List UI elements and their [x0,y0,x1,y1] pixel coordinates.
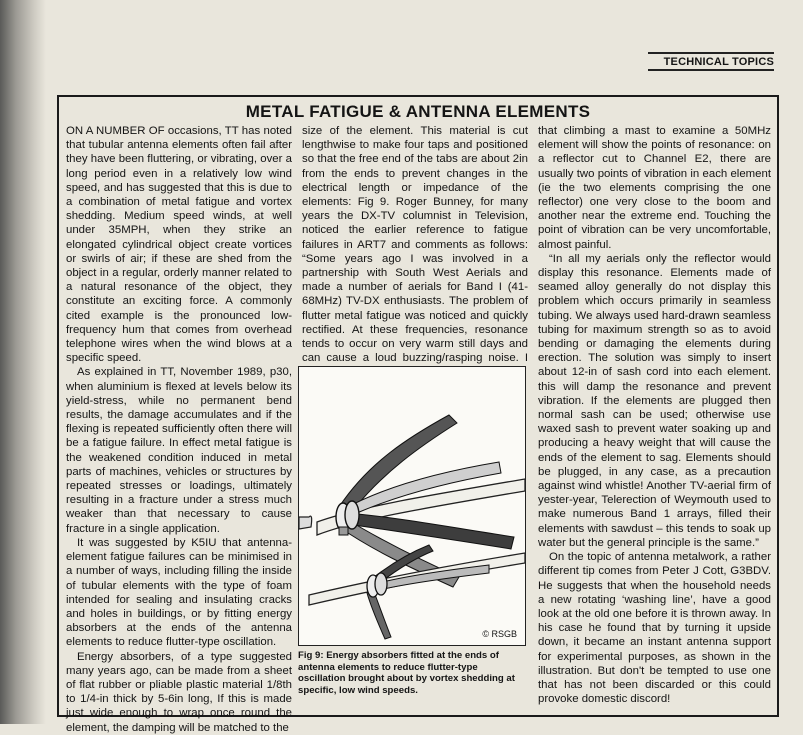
paragraph: ON A NUMBER OF occasions, TT has noted that tubular antenna elements often fail after they have been fluttering, or vibrating, over a long period even in a relatively low wind speed, and has suggested that this is due to a combination of metal fatigue and vortex shedding. Medium speed winds, at well under 35MPH, when they strike an elongated cylindrical object create vortices or swirls of air; if these are shed from the object in a regular, orderly manner related to a natural resonance of the object, they constitute an exciting force. A commonly cited example is the pronounced low-frequency hum that comes from overhead telephone wires when the wind blows at a specific speed. [66,125,292,365]
paragraph: On the topic of antenna metalwork, a rather different tip comes from Peter J Cott, G3BDV. He suggests that when the household needs a new rotating ‘washing line’, have a good look at the old one before it is thrown away. In his case he found that by turning it upside down, it became an instant antenna support for experimental purposes, as shown in the illustration. But don't be tempted to use one that has not been discarded or this could provoke domestic discord! [538,551,771,706]
page-spine-shadow [0,0,46,724]
paragraph: It was suggested by K5IU that antenna-element fatigue failures can be minimised in a number of ways, including filling the inside of tubular elements with the type of foam intended for sealing and insulating cracks and holes in buildings, or by fitting energy absorbers at the ends of the antenna elements to reduce flutter-type oscillation. [66,536,292,649]
paragraph: As explained in TT, November 1989, p30, when aluminium is flexed at levels below its yield-stress, while no permanent bend results, the damage accumulates and if the flexing is repeated sufficiently often there will be a fatigue failure. In effect metal fatigue is the weakened condition induced in metal parts of machines, vehicles or structures by repeated stresses or loadings, ultimately resulting in a fracture under a stress much weaker than that necessary to cause fracture in a single application. [66,366,292,535]
energy-absorber-drawing [299,367,525,645]
paragraph: size of the element. This material is cut lengthwise to make four taps and positioned so that the free end of the tabs are about 2in from the ends to prevent changes in the electrical length or impedance of the elements: Fig 9. Roger Bunney, for many years the DX-TV columnist in Television, noticed the earlier reference to fatigue failures in ART7 and comments as follows: “Some years ago I was involved in a partnership with South West Aerials and made a number of aerials for Band I (41-68MHz) TV-DX enthusiasts. The problem of flutter metal fatigue was noticed and quickly rectified. At these frequencies, resonance tends to occur on very warm still days and can cause a loud buzzing/rasping noise. I [302,125,528,365]
paragraph: Energy absorbers, of a type suggested many years ago, can be made from a sheet of flat rubber or pliable plastic material 1/8th to 1/4-in thick by 5-6in long, If this is made just wide enough to wrap once round the element, the damping will be matched to the [66,650,292,734]
figure-caption: Fig 9: Energy absorbers fitted at the ends of antenna elements to reduce flutter-type oscillation brought about by vortex shedding at specific, low wind speeds. [298,650,515,696]
column-3 [538,124,771,706]
paragraph: that climbing a mast to examine a 50MHz element will show the points of resonance: on a reflector cut to Channel E2, there are usually two points of vibration in each element (ie the two elements comprising the one reflector) one very close to the boom and another near the extreme end. Touching the point of vibration can be very uncomfortable, almost painful. [538,125,771,251]
paragraph: “In all my aerials only the reflector would display this resonance. Elements made of seamed alloy generally do not display this problem which occurs primarily in seamless tubing. We always used hard-drawn seamless tubing for maximum strength so as to avoid bending or damaging the elements during erection. The solution was simply to insert about 12-in of sash cord into each element. this will damp the resonance and prevent vibration. If the elements are plugged then normal sash can be used; otherwise use waxed sash to prevent water soaking up and producing a heavy weight that will cause the ends of the element to sag. Elements should be plugged, in any case, as a precaution against wind whistle! Another TV-aerial firm of yester-year, Telerection of Weymouth used to make numerous Band 1 arrays, filled their elements with sawdust – this tends to soak up water but the general principle is the same.” [538,252,771,549]
section-label: TECHNICAL TOPICS [648,52,774,71]
article-title: METAL FATIGUE & ANTENNA ELEMENTS [245,102,591,121]
figure-credit: © RSGB [482,629,517,639]
column-1 [66,124,292,735]
figure-9-illustration [298,366,526,646]
column-2 [302,124,528,380]
